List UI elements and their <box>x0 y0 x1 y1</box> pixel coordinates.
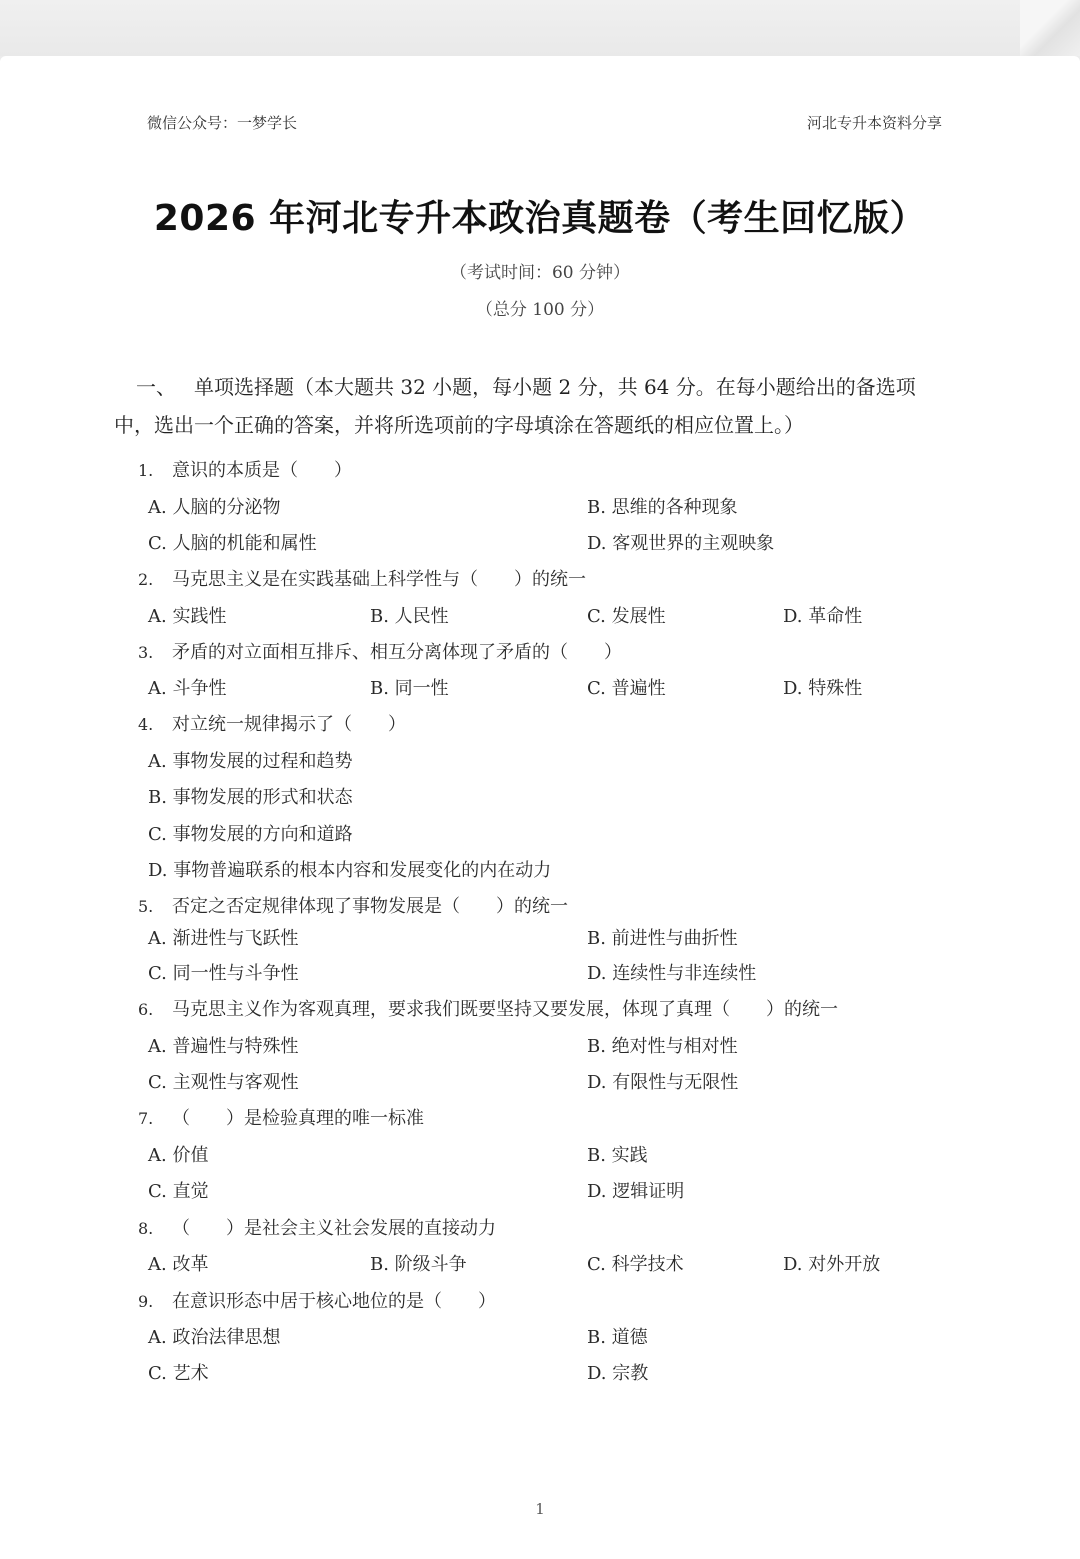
option: D. 客观世界的主观映象 <box>587 533 775 554</box>
option: B. 阶级斗争 <box>370 1254 467 1275</box>
option: C. 人脑的机能和属性 <box>148 533 317 554</box>
question-stem: 矛盾的对立面相互排斥、相互分离体现了矛盾的（ ） <box>172 642 622 663</box>
option: B. 绝对性与相对性 <box>587 1036 738 1057</box>
option: A. 价值 <box>148 1145 209 1166</box>
question-stem: 对立统一规律揭示了（ ） <box>172 714 406 735</box>
option: A. 渐进性与飞跃性 <box>148 928 299 949</box>
option: A. 政治法律思想 <box>148 1327 281 1348</box>
option: C. 同一性与斗争性 <box>148 963 299 984</box>
option: C. 普遍性 <box>587 678 666 699</box>
question <box>138 565 928 591</box>
total-score: （总分 100 分） <box>475 300 605 320</box>
question <box>138 1104 928 1130</box>
option: D. 连续性与非连续性 <box>587 963 757 984</box>
question-number: 4. <box>138 715 154 734</box>
question-number: 6. <box>138 1000 154 1019</box>
option: B. 思维的各种现象 <box>587 497 738 518</box>
question-stem: （ ）是检验真理的唯一标准 <box>172 1108 424 1129</box>
question <box>138 995 928 1021</box>
option: C. 主观性与客观性 <box>148 1072 299 1093</box>
exam-time: （考试时间：60 分钟） <box>449 263 631 283</box>
option: B. 道德 <box>587 1327 648 1348</box>
option: B. 人民性 <box>370 606 449 627</box>
question <box>138 892 928 918</box>
question-number: 1. <box>138 461 154 480</box>
question-stem: （ ）是社会主义社会发展的直接动力 <box>172 1218 496 1239</box>
header-right: 河北专升本资料分享 <box>806 114 942 132</box>
option: D. 特殊性 <box>783 678 863 699</box>
question-number: 5. <box>138 897 154 916</box>
option: A. 人脑的分泌物 <box>148 497 281 518</box>
question-stem: 马克思主义是在实践基础上科学性与（ ）的统一 <box>172 569 586 590</box>
option: D. 有限性与无限性 <box>587 1072 739 1093</box>
question <box>138 1214 928 1240</box>
option: C. 直觉 <box>148 1181 209 1202</box>
option: C. 事物发展的方向和道路 <box>148 824 353 845</box>
option: A. 改革 <box>148 1254 209 1275</box>
page-title: 2026 年河北专升本政治真题卷（考生回忆版） <box>153 198 927 239</box>
section-text: 单项选择题（本大题共 32 小题，每小题 2 分，共 64 分。在每小题给出的备选项中，选出一个正确的答案，并将所选项前的字母填涂在答题纸的相应位置上。） <box>114 375 916 437</box>
question <box>138 710 928 736</box>
top-bar <box>0 0 1080 56</box>
question <box>138 456 928 482</box>
section-instructions <box>114 368 944 444</box>
option: A. 实践性 <box>148 606 227 627</box>
question-number: 7. <box>138 1109 154 1128</box>
option: B. 事物发展的形式和状态 <box>148 787 353 808</box>
question-stem: 意识的本质是（ ） <box>172 460 352 481</box>
page-curl <box>1020 0 1080 56</box>
option: B. 前进性与曲折性 <box>587 928 738 949</box>
option: A. 事物发展的过程和趋势 <box>148 751 353 772</box>
header-left: 微信公众号：一梦学长 <box>147 114 298 132</box>
option: D. 革命性 <box>783 606 863 627</box>
question-number: 9. <box>138 1292 154 1311</box>
option: A. 普遍性与特殊性 <box>148 1036 299 1057</box>
option: D. 逻辑证明 <box>587 1181 685 1202</box>
question <box>138 1287 928 1313</box>
page-number: 1 <box>535 1500 545 1518</box>
option: C. 艺术 <box>148 1363 209 1384</box>
question-number: 2. <box>138 570 154 589</box>
option: B. 同一性 <box>370 678 449 699</box>
option: C. 科学技术 <box>587 1254 684 1275</box>
option: D. 对外开放 <box>783 1254 881 1275</box>
question <box>138 638 928 664</box>
question-stem: 否定之否定规律体现了事物发展是（ ）的统一 <box>172 896 568 917</box>
option: B. 实践 <box>587 1145 648 1166</box>
option: A. 斗争性 <box>148 678 227 699</box>
question-number: 3. <box>138 643 154 662</box>
option: C. 发展性 <box>587 606 666 627</box>
section-number: 一、 <box>136 375 176 399</box>
option: D. 事物普遍联系的根本内容和发展变化的内在动力 <box>148 860 552 881</box>
question-stem: 马克思主义作为客观真理，要求我们既要坚持又要发展，体现了真理（ ）的统一 <box>172 999 838 1020</box>
option: D. 宗教 <box>587 1363 649 1384</box>
question-number: 8. <box>138 1219 154 1238</box>
question-stem: 在意识形态中居于核心地位的是（ ） <box>172 1291 496 1312</box>
